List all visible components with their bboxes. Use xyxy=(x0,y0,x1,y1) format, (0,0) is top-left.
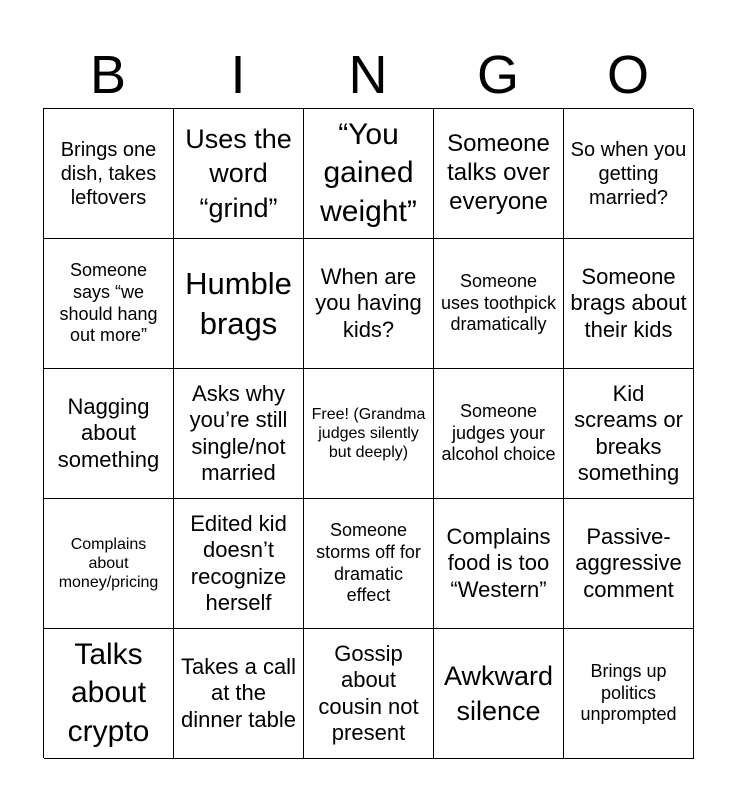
bingo-cell[interactable]: Someone storms off for dramatic effect xyxy=(304,499,434,629)
bingo-cell[interactable]: Someone brags about their kids xyxy=(564,239,694,369)
header-letter-i: I xyxy=(230,45,246,105)
bingo-cell[interactable]: Complains food is too “Western” xyxy=(434,499,564,629)
bingo-header xyxy=(43,42,693,108)
header-letter-g: G xyxy=(476,45,519,105)
header-letter-o: O xyxy=(606,45,649,105)
bingo-cell[interactable]: Someone says “we should hang out more” xyxy=(44,239,174,369)
bingo-cell[interactable]: Gossip about cousin not present xyxy=(304,629,434,759)
bingo-cell[interactable]: When are you having kids? xyxy=(304,239,434,369)
bingo-grid xyxy=(43,108,693,758)
bingo-cell[interactable]: Awkward silence xyxy=(434,629,564,759)
bingo-cell[interactable]: Someone uses toothpick dramatically xyxy=(434,239,564,369)
bingo-cell[interactable]: Someone judges your alcohol choice xyxy=(434,369,564,499)
bingo-cell[interactable]: Brings one dish, takes leftovers xyxy=(44,109,174,239)
bingo-cell[interactable]: Edited kid doesn’t recognize herself xyxy=(174,499,304,629)
bingo-cell[interactable]: Passive-aggressive comment xyxy=(564,499,694,629)
bingo-cell[interactable]: Asks why you’re still single/not married xyxy=(174,369,304,499)
bingo-cell[interactable]: Complains about money/pricing xyxy=(44,499,174,629)
bingo-cell[interactable]: Nagging about something xyxy=(44,369,174,499)
bingo-cell[interactable]: Brings up politics unprompted xyxy=(564,629,694,759)
bingo-cell[interactable]: Humble brags xyxy=(174,239,304,369)
bingo-cell[interactable]: Talks about crypto xyxy=(44,629,174,759)
free-space-cell[interactable]: Free! (Grandma judges silently but deeply) xyxy=(304,369,434,499)
bingo-cell[interactable]: Takes a call at the dinner table xyxy=(174,629,304,759)
bingo-cell[interactable]: Uses the word “grind” xyxy=(174,109,304,239)
header-letter-n: N xyxy=(348,45,388,105)
bingo-cell[interactable]: Someone talks over everyone xyxy=(434,109,564,239)
bingo-cell[interactable]: So when you getting married? xyxy=(564,109,694,239)
bingo-cell[interactable]: Kid screams or breaks something xyxy=(564,369,694,499)
bingo-cell[interactable]: “You gained weight” xyxy=(304,109,434,239)
header-letter-b: B xyxy=(89,45,127,105)
